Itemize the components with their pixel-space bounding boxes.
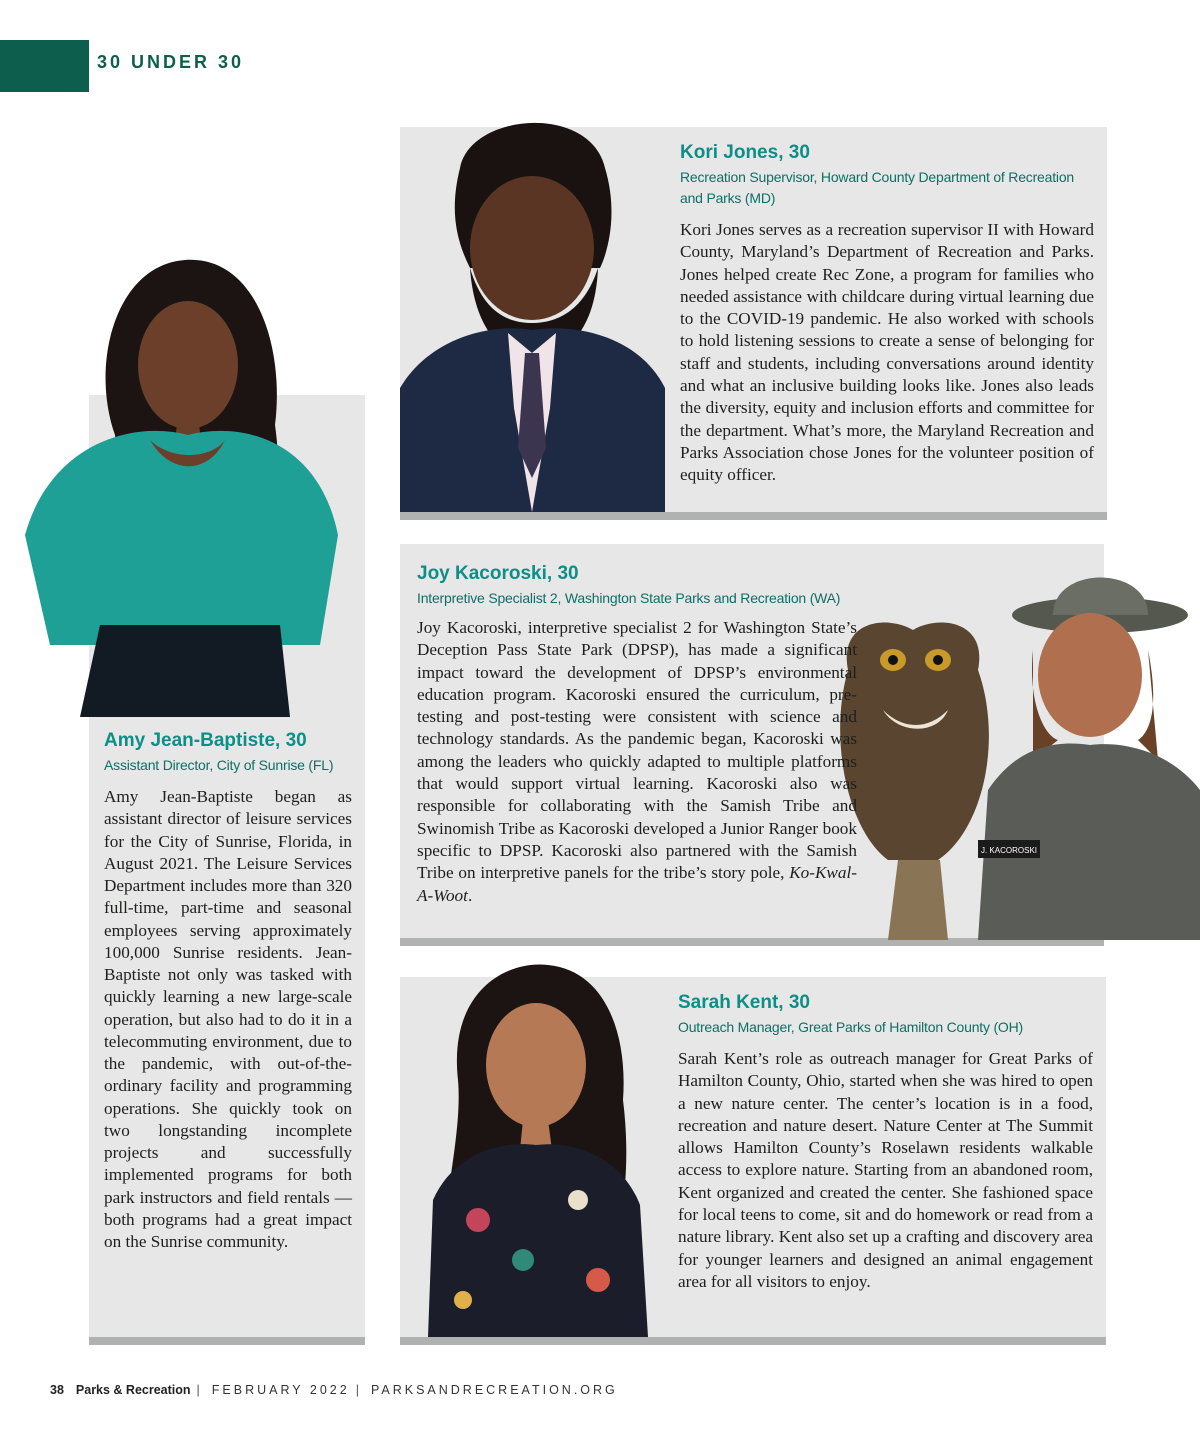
profile-sarah [678, 992, 1093, 1293]
profile-bio-end: . [467, 885, 473, 905]
issue-date: FEBRUARY 2022 [211, 1383, 350, 1397]
profile-kori [680, 142, 1094, 487]
footer-separator: | [196, 1383, 200, 1397]
footer-separator: | [355, 1383, 359, 1397]
section-label: 30 UNDER 30 [97, 52, 245, 72]
profile-name: Sarah Kent, 30 [678, 992, 810, 1013]
owl-and-ranger-photo [828, 560, 1200, 940]
page-number: 38 [50, 1383, 64, 1397]
profile-role: Interpretive Specialist 2, Washington State Parks and Recreation (WA) [417, 590, 841, 606]
profile-name: Kori Jones, 30 [680, 142, 810, 163]
profile-role: Assistant Director, City of Sunrise (FL) [104, 757, 334, 773]
profile-amy [104, 730, 352, 1253]
page-footer [50, 1383, 618, 1397]
magazine-name: Parks & Recreation [75, 1383, 191, 1397]
profile-bio-text: Joy Kacoroski, interpretive specialist 2 for Washington State’s Deception Pass State Park (DPSP), has made a significant impact toward the development of DPSP’s environmental education program. Kacoroski ensured the curriculum, pre-testing and post-testing were consistent with science and technology standards. As the pandemic began, Kacoroski was among the leaders who quickly adapted to multiple platforms that would support virtual learning. Kacoroski also was responsible for collaborating with the Samish Tribe and Swinomish Tribe as Kacoroski developed a Junior Ranger book specific to DPSP. Kacoroski also partnered with the Samish Tribe on interpretive panels for the tribe’s story pole, [417, 618, 857, 883]
profile-name: Joy Kacoroski, 30 [417, 563, 579, 584]
profile-joy [417, 563, 857, 907]
portrait-kori-photo [400, 108, 665, 512]
portrait-sarah-photo [428, 960, 648, 1337]
name-tag: J. KACOROSKI [980, 846, 1038, 855]
profile-name: Amy Jean-Baptiste, 30 [104, 730, 307, 751]
profile-bio: Kori Jones serves as a recreation supervisor II with Howard County, Maryland’s Department of Recreation and Parks. Jones helped create Rec Zone, a program for families who needed assistance with childcare during virtual learning due to the COVID-19 pandemic. He also worked with schools to hold listening sessions to create a sense of belonging for staff and students, including conversations around identity and what an inclusive building looks like. Jones also leads the diversity, equity and inclusion efforts and committee for the department. What’s more, the Maryland Recreation and Parks Association chose Jones for the volunteer position of equity officer. [680, 220, 1094, 485]
story-pole-name: Ko-Kwal-A-Woot [417, 863, 857, 905]
website: PARKSANDRECREATION.ORG [370, 1383, 618, 1397]
profile-role: Recreation Supervisor, Howard County Department of Recreation and Parks (MD) [680, 169, 1074, 206]
profile-role: Outreach Manager, Great Parks of Hamilton County (OH) [678, 1019, 1023, 1035]
portrait-amy-photo [20, 245, 342, 717]
section-tab [0, 40, 89, 92]
profile-bio: Amy Jean-Baptiste began as assistant director of leisure services for the City of Sunrise, Florida, in August 2021. The Leisure Services Department includes more than 320 full-time, part-time and seasonal employees serving approximately 100,000 Sunrise residents. Jean-Baptiste not only was tasked with quickly learning a new large-scale operation, but also had to do it in a telecommuting environment, due to the pandemic, with out-of-the-ordinary facility and programming operations. She quickly took on two longstanding incomplete projects and successfully implemented programs for both park instructors and field rentals — both programs had a great impact on the Sunrise community. [104, 787, 352, 1251]
profile-bio [417, 617, 857, 907]
profile-bio: Sarah Kent’s role as outreach manager for Great Parks of Hamilton County, Ohio, started when she was hired to open a new nature center. The center’s location is in a food, recreation and nature desert. Nature Center at The Summit allows Hamilton County’s Roselawn residents walkable access to explore nature. Starting from an abandoned room, Kent organized and created the center. She fashioned space for local teens to come, sit and do homework or read from a nature library. Kent also set up a crafting and discovery area for younger learners and designed an animal engagement area for all visitors to enjoy. [678, 1049, 1093, 1291]
